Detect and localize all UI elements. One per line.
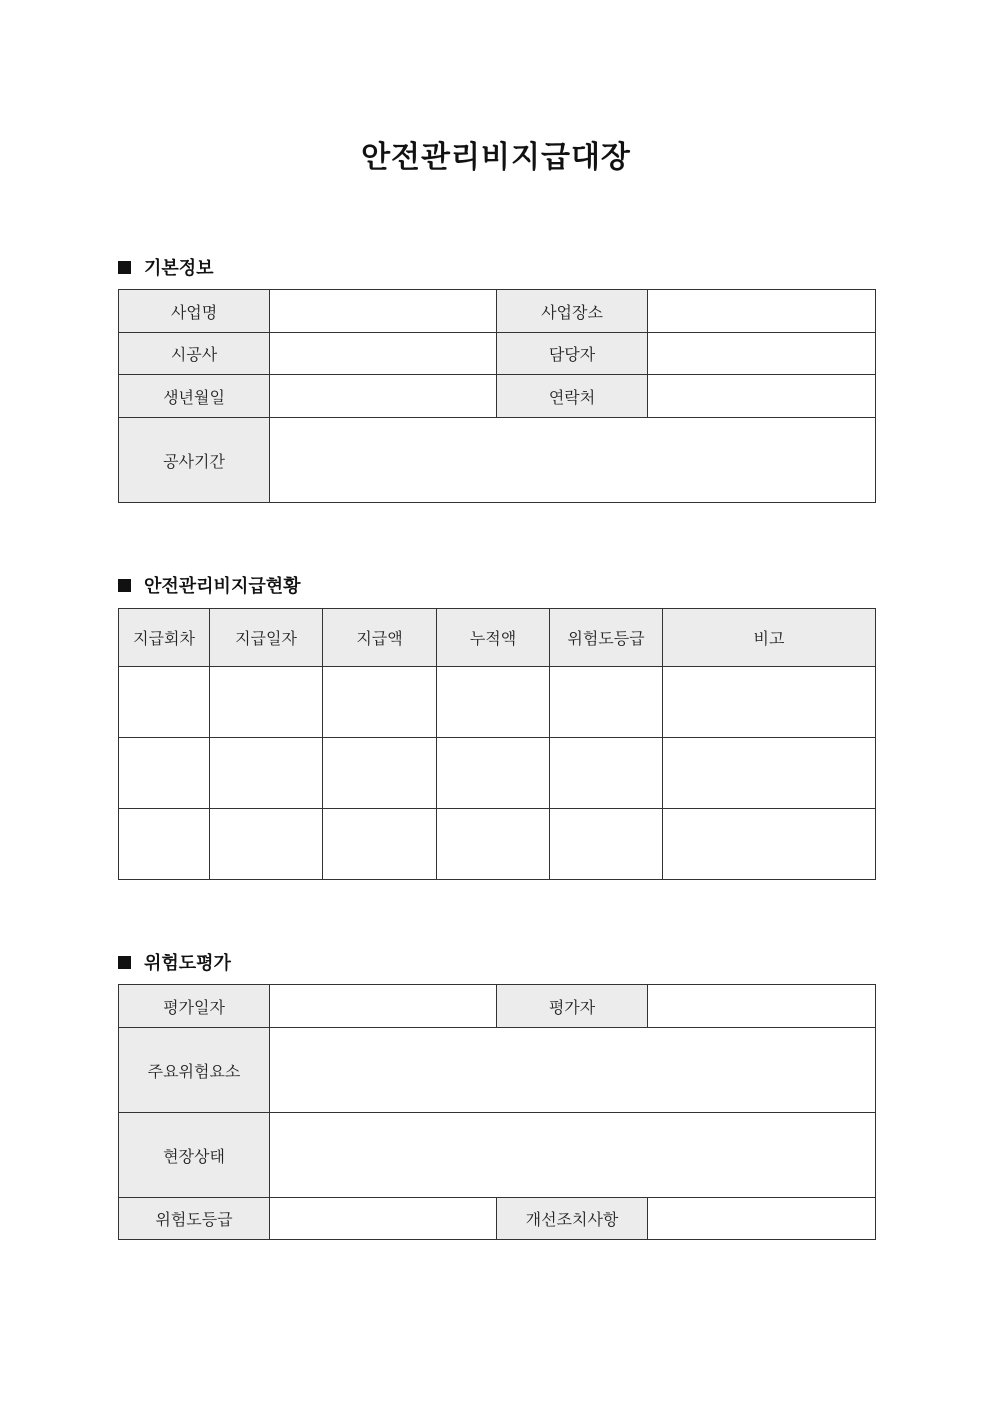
- remarks-cell[interactable]: [663, 667, 876, 738]
- remarks-cell[interactable]: [663, 738, 876, 809]
- payment-status-table: [118, 608, 876, 880]
- square-bullet-icon: [118, 956, 131, 969]
- business-name-label: 사업명: [119, 290, 270, 333]
- birth-date-label: 생년월일: [119, 375, 270, 418]
- table-row: [119, 985, 876, 1028]
- cumulative-amount-cell[interactable]: [437, 667, 550, 738]
- payment-round-cell[interactable]: [119, 738, 210, 809]
- risk-grade-field[interactable]: [270, 1198, 497, 1240]
- table-row: [119, 738, 876, 809]
- improvement-actions-label: 개선조치사항: [497, 1198, 648, 1240]
- payment-amount-cell[interactable]: [323, 809, 437, 880]
- business-name-field[interactable]: [270, 290, 497, 333]
- table-header-row: [119, 609, 876, 667]
- table-row: [119, 667, 876, 738]
- main-risk-factors-field[interactable]: [270, 1028, 876, 1113]
- payment-round-cell[interactable]: [119, 809, 210, 880]
- assessment-date-field[interactable]: [270, 985, 497, 1028]
- column-header-remarks: 비고: [663, 609, 876, 667]
- table-row: [119, 375, 876, 418]
- section-heading-basic-info: [118, 254, 214, 280]
- square-bullet-icon: [118, 579, 131, 592]
- main-risk-factors-label: 주요위험요소: [119, 1028, 270, 1113]
- remarks-cell[interactable]: [663, 809, 876, 880]
- risk-grade-cell[interactable]: [550, 738, 663, 809]
- column-header-payment-amount: 지급액: [323, 609, 437, 667]
- column-header-payment-round: 지급회차: [119, 609, 210, 667]
- table-row: [119, 1113, 876, 1198]
- payment-amount-cell[interactable]: [323, 667, 437, 738]
- assessment-date-label: 평가일자: [119, 985, 270, 1028]
- column-header-cumulative-amount: 누적액: [437, 609, 550, 667]
- payment-round-cell[interactable]: [119, 667, 210, 738]
- assessor-field[interactable]: [648, 985, 876, 1028]
- assessor-label: 평가자: [497, 985, 648, 1028]
- table-row: [119, 1028, 876, 1113]
- contractor-field[interactable]: [270, 333, 497, 375]
- risk-grade-label: 위험도등급: [119, 1198, 270, 1240]
- improvement-actions-field[interactable]: [648, 1198, 876, 1240]
- site-condition-label: 현장상태: [119, 1113, 270, 1198]
- business-site-label: 사업장소: [497, 290, 648, 333]
- document-title: 안전관리비지급대장: [361, 140, 631, 175]
- birth-date-field[interactable]: [270, 375, 497, 418]
- section-heading-label: 기본정보: [144, 258, 214, 279]
- contact-field[interactable]: [648, 375, 876, 418]
- construction-period-field[interactable]: [270, 418, 876, 503]
- site-condition-field[interactable]: [270, 1113, 876, 1198]
- risk-grade-cell[interactable]: [550, 809, 663, 880]
- section-heading-label: 위험도평가: [144, 953, 231, 974]
- square-bullet-icon: [118, 261, 131, 274]
- section-heading-label: 안전관리비지급현황: [144, 576, 301, 597]
- business-site-field[interactable]: [648, 290, 876, 333]
- manager-label: 담당자: [497, 333, 648, 375]
- column-header-payment-date: 지급일자: [210, 609, 323, 667]
- payment-date-cell[interactable]: [210, 809, 323, 880]
- risk-assessment-table: [118, 984, 876, 1240]
- risk-grade-cell[interactable]: [550, 667, 663, 738]
- payment-date-cell[interactable]: [210, 667, 323, 738]
- payment-date-cell[interactable]: [210, 738, 323, 809]
- table-row: [119, 418, 876, 503]
- cumulative-amount-cell[interactable]: [437, 809, 550, 880]
- manager-field[interactable]: [648, 333, 876, 375]
- contractor-label: 시공사: [119, 333, 270, 375]
- table-row: [119, 1198, 876, 1240]
- column-header-risk-grade: 위험도등급: [550, 609, 663, 667]
- contact-label: 연락처: [497, 375, 648, 418]
- section-heading-risk-assessment: [118, 949, 231, 975]
- table-row: [119, 809, 876, 880]
- cumulative-amount-cell[interactable]: [437, 738, 550, 809]
- section-heading-payment-status: [118, 572, 301, 598]
- table-row: [119, 333, 876, 375]
- table-row: [119, 290, 876, 333]
- basic-info-table: [118, 289, 876, 503]
- construction-period-label: 공사기간: [119, 418, 270, 503]
- payment-amount-cell[interactable]: [323, 738, 437, 809]
